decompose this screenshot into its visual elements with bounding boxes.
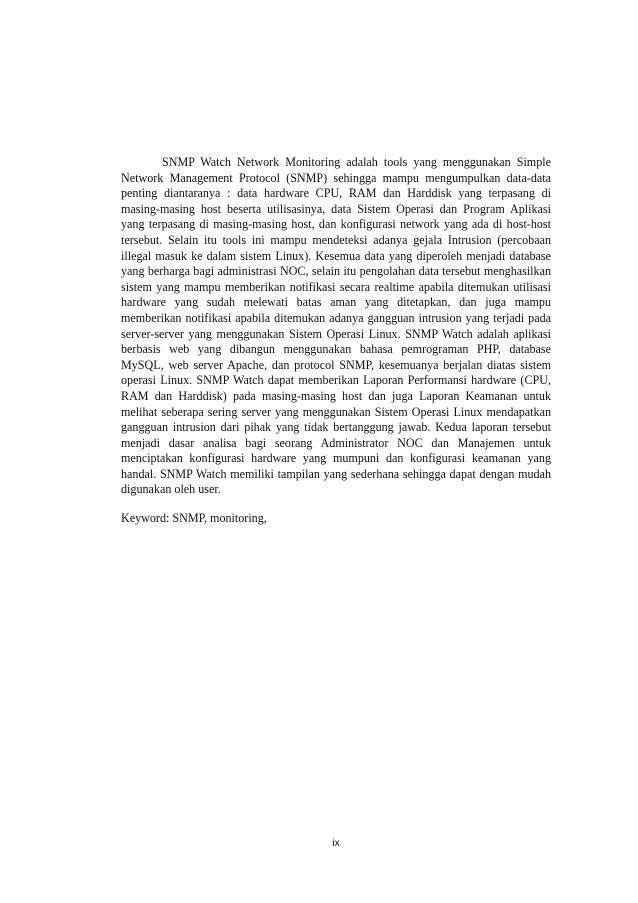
page-number: ix [332, 838, 340, 849]
keywords-line: Keyword: SNMP, monitoring, [121, 511, 267, 525]
abstract-paragraph: SNMP Watch Network Monitoring adalah tools yang menggunakan Simple Network Management Protocol (SNMP) sehingga mampu mengumpulkan data-data penting diantaranya : data hardware CPU, RAM dan Harddisk yang terpasang di masing-masing host beserta utilisasinya, data Sistem Operasi dan Program Aplikasi yang terpasang di masing-masing host, dan konfigurasi network yang ada di host-host tersebut. Selain itu tools ini mampu mendeteksi adanya gejala Intrusion (percobaan illegal masuk ke dalam sistem Linux). Kesemua data yang diperoleh menjadi database yang berharga bagi administrasi NOC, selain itu pengolahan data tersebut menghasilkan sistem yang mampu memberikan notifikasi secara realtime apabila ditemukan utilisasi hardware yang sudah melewati batas aman yang ditetapkan, dan juga mampu memberikan notifikasi apabila ditemukan adanya gangguan intrusion yang terjadi pada server-server yang menggunakan Sistem Operasi Linux. SNMP Watch adalah aplikasi berbasis web yang dibangun menggunakan bahasa pemrograman PHP, database MySQL, web server Apache, dan protocol SNMP, kesemuanya berjalan diatas sistem operasi Linux. SNMP Watch dapat memberikan Laporan Performansi hardware (CPU, RAM dan Harddisk) pada masing-masing host dan juga Laporan Keamanan untuk melihat seberapa sering server yang menggunakan Sistem Operasi Linux mendapatkan gangguan intrusion dari pihak yang tidak bertanggung jawab. Kedua laporan tersebut menjadi dasar analisa bagi seorang Administrator NOC dan Manajemen untuk menciptakan konfigurasi hardware yang mumpuni dan konfigurasi keamanan yang handal. SNMP Watch memiliki tampilan yang sederhana sehingga dapat dengan mudah digunakan oleh user. [121, 155, 551, 497]
